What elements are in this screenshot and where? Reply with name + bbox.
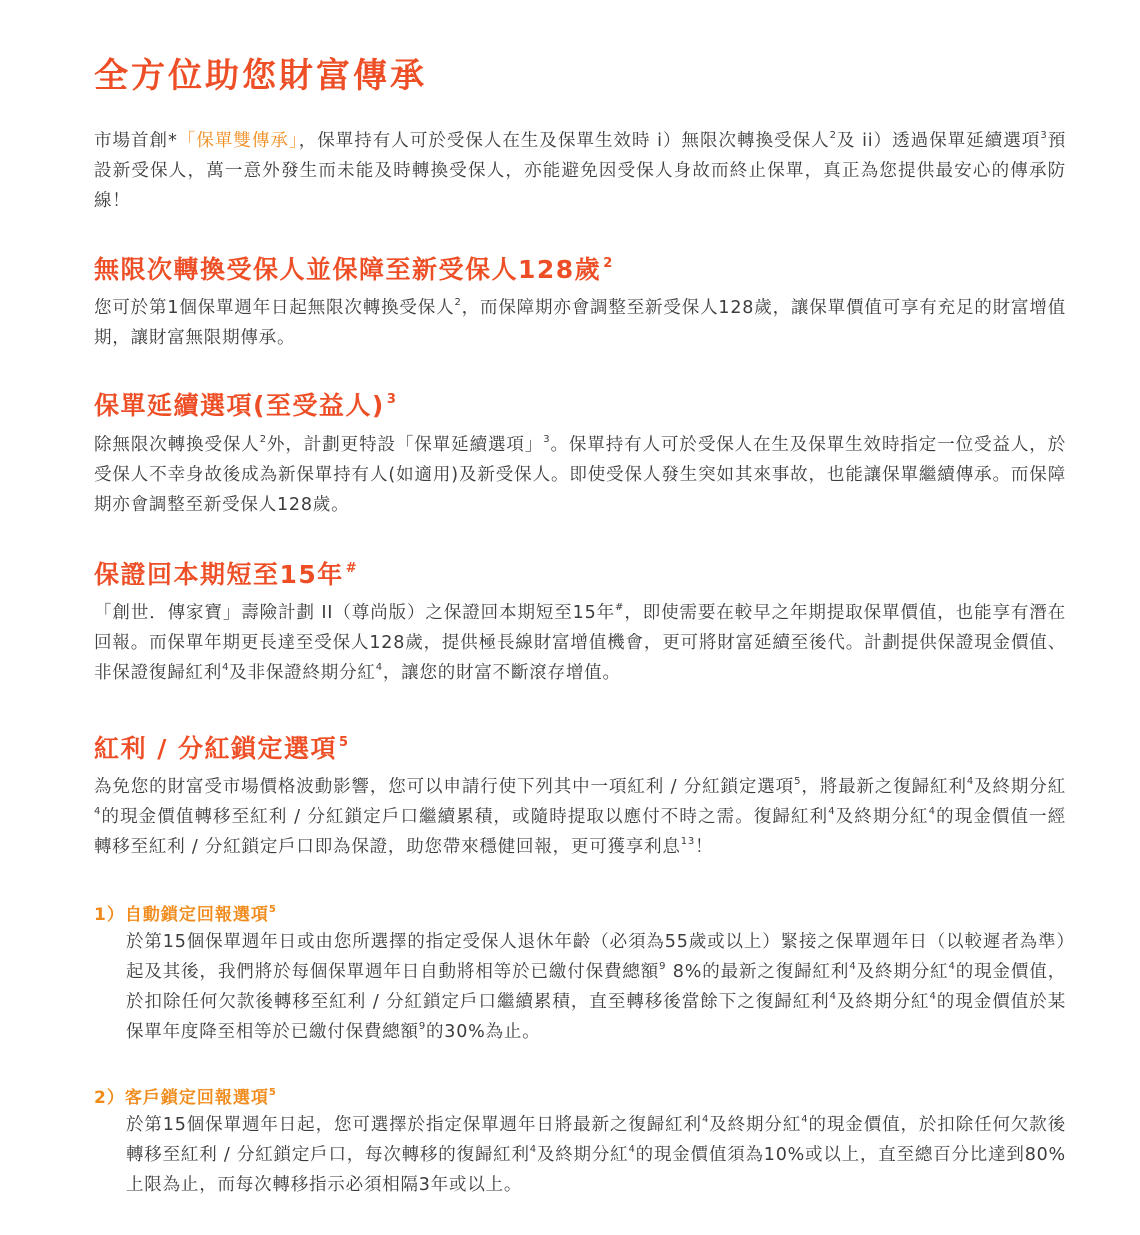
footnote-ref: 4 (222, 662, 230, 673)
footnote-ref: 3 (1040, 130, 1048, 141)
section-text: 您可於第1個保單週年日起無限次轉換受保人 (94, 298, 455, 318)
section-text: ，而保障期亦會調整至新受保人128歲，讓保單價值可享有充足的財富增值期，讓財富無限期傳承。 (94, 298, 1066, 348)
footnote-ref: # (345, 561, 359, 576)
section-title-policy-continuation (94, 386, 397, 422)
section-paragraph-bonus-lock (94, 772, 1066, 862)
section-text: 除無限次轉換受保人 (94, 435, 260, 455)
option-text: 的現金價值，於扣除任何欠款後轉移至紅利 / 分紅鎖定戶口，每次轉移的復歸紅利 (126, 1115, 1066, 1165)
footnote-ref: 5 (794, 776, 802, 787)
section-text: 及非保證終期分紅 (229, 663, 376, 683)
footnote-ref: 4 (928, 806, 936, 817)
option-text: 及終期分紅 (709, 1115, 802, 1135)
option-text: 及終期分紅 (856, 962, 949, 982)
section-text: 及終期分紅 (835, 807, 929, 827)
page-title: 全方位助您財富傳承 (94, 56, 427, 96)
footnote-ref: 2 (603, 256, 614, 271)
footnote-ref: 4 (375, 662, 383, 673)
intro-text: 預設新受保人，萬一意外發生而未能及時轉換受保人，亦能避免因受保人身故而終止保單，真正為您提供最安心的傳承防線！ (94, 131, 1067, 211)
option-title-client-lock (94, 1083, 277, 1108)
footnote-ref: 4 (701, 1114, 710, 1125)
section-text: 的現金價值轉移至紅利 / 分紅鎖定戶口繼續累積，或隨時提取以應付不時之需。復歸紅利 (101, 807, 829, 827)
option-text: 於第15個保單週年日或由您所選擇的指定受保人退休年齡（必須為55歲或以上）緊接之保單週年日（以較遲者為準）起及其後，我們將於每個保單週年日自動將相等於已繳付保費總額 (126, 932, 1066, 982)
section-text: 為免您的財富受市場價格波動影響，您可以申請行使下列其中一項紅利 / 分紅鎖定選項 (94, 777, 795, 797)
option-text: 的30%為止。 (425, 1022, 541, 1042)
section-text: 。保單持有人可於受保人在生及保單生效時指定一位受益人，於受保人不幸身故後成為新保單持有人(如適用)及新受保人。即使受保人發生突如其來事故，也能讓保單繼續傳承。而保障期亦會調整至新受保人128歲。 (94, 435, 1066, 515)
footnote-ref: # (615, 602, 625, 613)
option-paragraph-client-lock (126, 1110, 1066, 1200)
section-text: 的現金價值一經轉移至紅利 / 分紅鎖定戶口即為保證，助您帶來穩健回報，更可獲享利息 (94, 807, 1067, 857)
footnote-ref: 9 (418, 1021, 426, 1032)
section-text: ，讓您的財富不斷滾存增值。 (382, 663, 621, 683)
section-title-text: 保證回本期短至15年 (94, 560, 344, 589)
footnote-ref: 9 (659, 961, 667, 972)
section-title-text: 紅利 / 分紅鎖定選項 (94, 734, 338, 763)
footnote-ref: 2 (829, 130, 837, 141)
footnote-ref: 4 (829, 991, 837, 1002)
intro-text: 及 ii）透過保單延續選項 (836, 131, 1041, 151)
footnote-ref: 5 (339, 735, 350, 750)
footnote-ref: 4 (948, 961, 956, 972)
footnote-ref: 4 (801, 1114, 809, 1125)
option-text: 及終期分紅 (836, 992, 930, 1012)
section-text: 「創世．傳家寶」壽險計劃 II（尊尚版）之保證回本期短至15年 (94, 603, 616, 623)
option-title-auto-lock (94, 900, 277, 925)
section-text: 及終期分紅 (974, 777, 1067, 797)
option-paragraph-auto-lock (126, 927, 1066, 1047)
section-title-bonus-lock (94, 729, 350, 765)
footnote-ref: 3 (386, 392, 398, 407)
footnote-ref: 2 (454, 297, 462, 308)
section-paragraph-unlimited-change (94, 293, 1066, 353)
footnote-ref: 3 (543, 434, 551, 445)
footnote-ref: 4 (929, 991, 937, 1002)
section-title-breakeven (94, 555, 358, 591)
section-text: ！ (695, 837, 714, 857)
option-text: 的現金價值於某保單年度降至相等於已繳付保費總額 (126, 992, 1066, 1042)
section-paragraph-breakeven (94, 598, 1066, 688)
footnote-ref: 4 (628, 1144, 636, 1155)
intro-paragraph (94, 126, 1066, 216)
option-title-text: 1）自動鎖定回報選項 (94, 905, 269, 925)
intro-highlight: 「保單雙傳承」 (177, 131, 299, 151)
section-text: 外，計劃更特設「保單延續選項」 (266, 435, 544, 455)
section-title-unlimited-change (94, 250, 614, 286)
footnote-ref: 5 (268, 1087, 277, 1098)
option-text: 8%的最新之復歸紅利 (666, 962, 850, 982)
section-text: ，即使需要在較早之年期提取保單價值，也能享有潛在回報。而保單年期更長達至受保人128歲，提供極長線財富增值機會，更可將財富延續至後代。計劃提供保證現金價值、非保證復歸紅利 (94, 603, 1066, 683)
footnote-ref: 4 (966, 776, 975, 787)
footnote-ref: 13 (680, 836, 696, 847)
section-title-text: 保單延續選項(至受益人) (94, 391, 385, 420)
option-text: 的現金價值，於扣除任何欠款後轉移至紅利 / 分紅鎖定戶口繼續累積，直至轉移後當餘下之復歸紅利 (126, 962, 1066, 1012)
footnote-ref: 4 (849, 961, 857, 972)
option-text: 及終期分紅 (536, 1145, 629, 1165)
footnote-ref: 4 (529, 1144, 537, 1155)
footnote-ref: 4 (828, 806, 836, 817)
section-paragraph-policy-continuation (94, 430, 1066, 520)
section-text: ，將最新之復歸紅利 (801, 777, 967, 797)
section-title-text: 無限次轉換受保人並保障至新受保人128歲 (94, 255, 602, 284)
intro-prefix: 市場首創* (94, 131, 178, 151)
option-title-text: 2）客戶鎖定回報選項 (94, 1088, 269, 1108)
footnote-ref: 4 (94, 806, 102, 817)
footnote-ref: 5 (268, 904, 277, 915)
footnote-ref: 2 (259, 434, 267, 445)
intro-text: ，保單持有人可於受保人在生及保單生效時 i）無限次轉換受保人 (298, 131, 830, 151)
option-text: 於第15個保單週年日起，您可選擇於指定保單週年日將最新之復歸紅利 (126, 1115, 702, 1135)
option-text: 的現金價值須為10%或以上，直至總百分比達到80%上限為止，而每次轉移指示必須相隔3年或以上。 (126, 1145, 1066, 1195)
